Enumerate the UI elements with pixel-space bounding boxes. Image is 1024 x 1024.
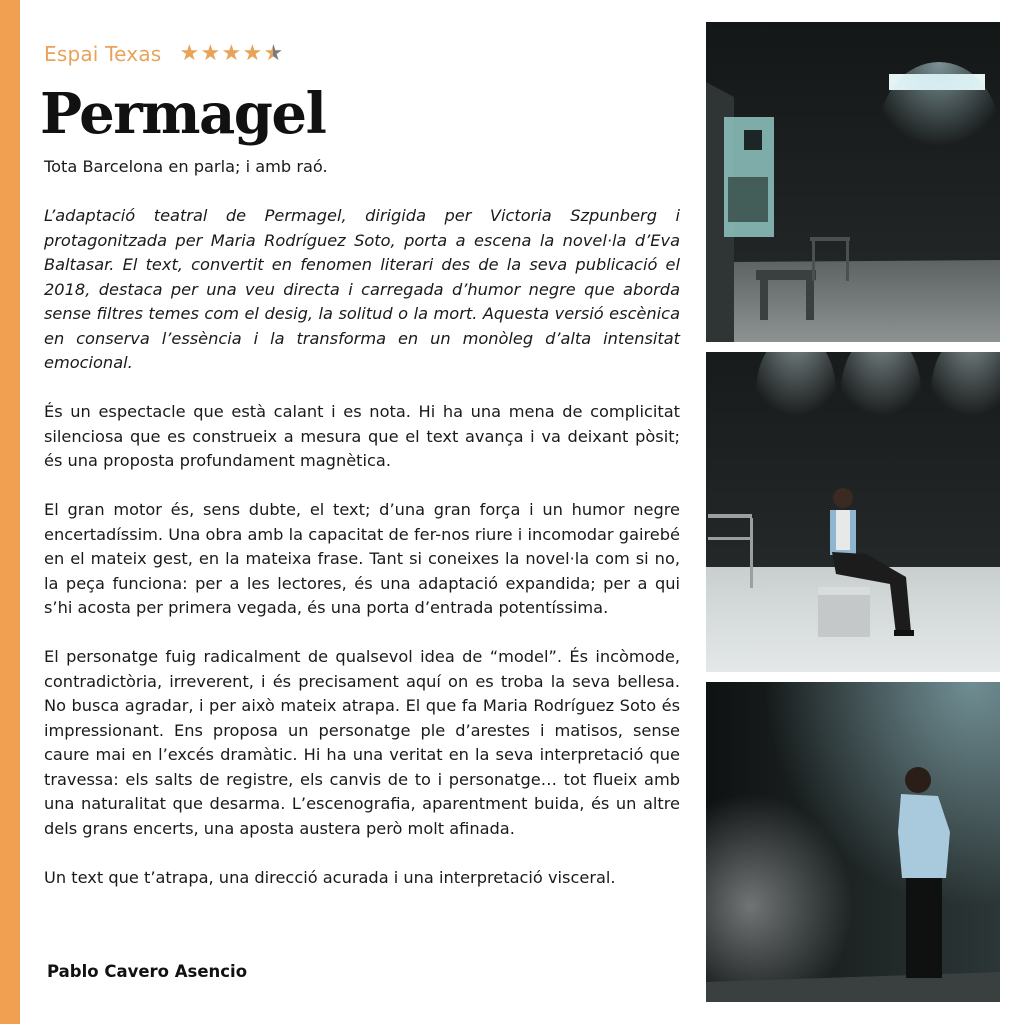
star-icon: ★ bbox=[221, 41, 242, 66]
review-paragraph: Tota Barcelona en parla; i amb raó. bbox=[44, 157, 328, 176]
stage-photo-projection bbox=[706, 22, 1000, 342]
star-icon: ★ bbox=[242, 41, 263, 66]
star-icon: ★ bbox=[179, 41, 200, 66]
stage-photo-actress-seated bbox=[706, 352, 1000, 672]
stage-photo-actress-standing bbox=[706, 682, 1000, 1002]
venue-name: Espai Texas bbox=[44, 42, 162, 66]
review-body bbox=[44, 155, 680, 915]
venue-rating-row bbox=[44, 42, 283, 66]
star-icon: ★ bbox=[200, 41, 221, 66]
review-paragraph: El gran motor és, sens dubte, el text; d’una gran força i un humor negre encertadíssim. Una obra amb la capacitat de fer-nos riure i incomodar gairebé en el mateix gest, en la mateixa frase. Tant si coneixes la novel·la com si no, la peça funciona: per a les lectores, és una adaptació expandida; per a qui s’hi acosta per primera vegada, és una porta d’entrada potentíssima. bbox=[44, 500, 680, 617]
star-rating bbox=[179, 43, 283, 65]
review-title: Permagel bbox=[40, 81, 326, 147]
accent-bar bbox=[0, 0, 20, 1024]
review-author: Pablo Cavero Asencio bbox=[47, 962, 248, 981]
star-icon: ★ bbox=[263, 41, 284, 66]
review-paragraph: Un text que t’atrapa, una direcció acurada i una interpretació visceral. bbox=[44, 867, 616, 887]
review-paragraph: L’adaptació teatral de Permagel, dirigida per Victoria Szpunberg i protagonitzada per Maria Rodríguez Soto, porta a escena la novel·la d’Eva Baltasar. El text, convertit en fenomen literari des de la seva publicació el 2018, destaca per una veu directa i carregada d’humor negre que aborda sense filtres temes com el desig, la solitud o la mort. Aquesta versió escènica en conserva l’essència i la transforma en un monòleg d’alta intensitat emocional. bbox=[44, 206, 680, 372]
review-paragraph: El personatge fuig radicalment de qualsevol idea de “model”. És incòmode, contradictòria, irreverent, i és precisament aquí on es troba la seva bellesa. No busca agradar, i per això mateix atrapa. El que fa Maria Rodríguez Soto és impressionant. Ens proposa un personatge ple d’arestes i matisos, sense caure mai en l’excés dramàtic. Hi ha una veritat en la seva interpretació que travessa: els salts de registre, els canvis de to i personatge… tot flueix amb una naturalitat que desarma. L’escenografia, aparentment buida, és un altre dels grans encerts, una aposta austera però molt afinada. bbox=[44, 647, 680, 838]
review-paragraph: És un espectacle que està calant i es nota. Hi ha una mena de complicitat silenciosa que es construeix a mesura que el text avança i va deixant pòsit; és una proposta profundament magnètica. bbox=[44, 402, 680, 470]
